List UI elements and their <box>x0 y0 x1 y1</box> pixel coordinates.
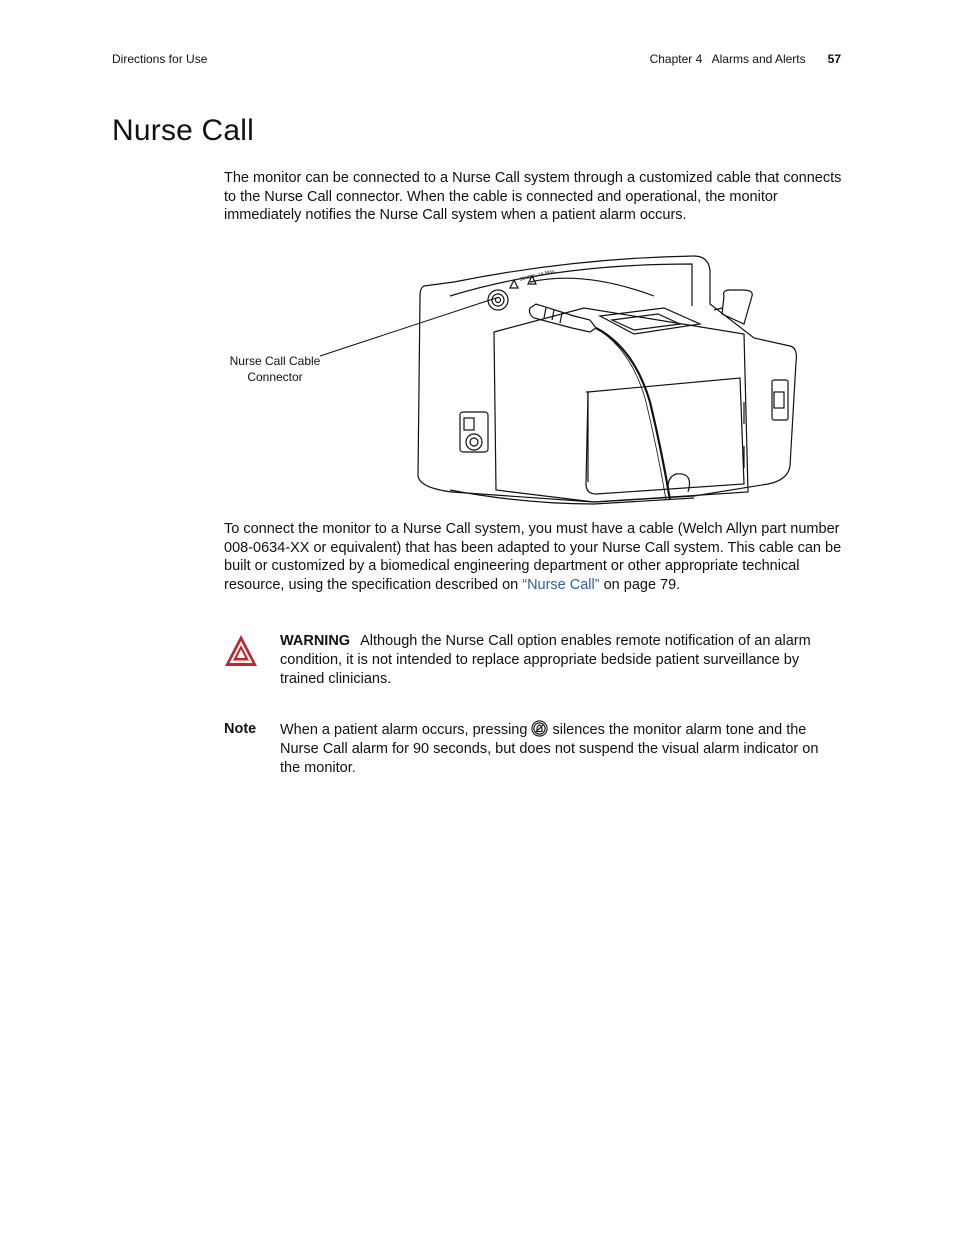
screen-housing <box>494 308 748 502</box>
running-header-right <box>650 52 841 66</box>
handle <box>722 290 752 324</box>
page-number: 57 <box>827 52 841 66</box>
note-label: Note <box>224 721 257 737</box>
warning-body: Although the Nurse Call option enables remote notification of an alarm condition, it is not intended to replace appropriate bedside patient surveillance by trained clinicians. <box>280 633 811 687</box>
connect-paragraph <box>224 520 842 594</box>
note-text <box>280 720 840 778</box>
warning-label: WARNING <box>280 633 351 649</box>
nurse-call-link[interactable]: “Nurse Call” <box>522 576 600 593</box>
connect-text-after: on page 79. <box>599 576 681 593</box>
callout-line-1: Nurse Call Cable <box>229 354 321 368</box>
warning-text <box>280 632 840 689</box>
intro-paragraph: The monitor can be connected to a Nurse Call system through a customized cable that connects to the Nurse Call connector. When the cable is connected and operational, the monitor immediately notifies the Nurse Call system when a patient alarm occurs. <box>224 170 842 224</box>
running-header-left: Directions for Use <box>112 52 208 66</box>
connect-text: To connect the monitor to a Nurse Call system, you must have a cable (Welch Allyn part number 008-0634-XX or equivalent) that has been adapted to your Nurse Call system. This cable can be built or customized by a biomedical engineering department or other appropriate technical resource, using the specification described on <box>224 521 842 593</box>
note-text-after: silences the monitor alarm tone and the Nurse Call alarm for 90 seconds, but does not suspend the visual alarm indicator on the monitor. <box>280 722 819 776</box>
callout-leader-line <box>320 298 496 356</box>
warning-triangle-icon <box>224 634 258 668</box>
chapter-title: Chapter 4 Alarms and Alerts <box>649 52 806 66</box>
device-rating-label: 30VDC, 1A Max. <box>519 268 557 283</box>
section-title: Nurse Call <box>112 114 255 147</box>
nurse-call-cable <box>596 328 670 500</box>
alarm-silence-icon <box>531 720 548 737</box>
callout-line-2: Connector <box>247 370 303 384</box>
monitor-illustration <box>224 252 804 510</box>
note-text-before: When a patient alarm occurs, pressing <box>280 722 532 738</box>
